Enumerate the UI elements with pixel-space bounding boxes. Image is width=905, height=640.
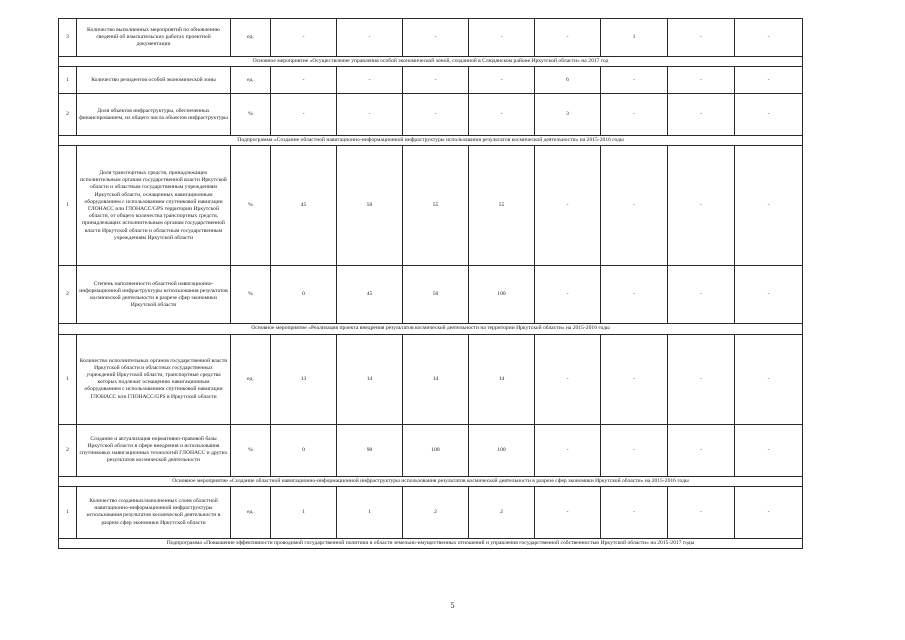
value-cell: 100	[469, 266, 535, 324]
row-number-cell: 2	[59, 266, 77, 324]
section-header-row	[59, 538, 803, 548]
table-row	[59, 424, 803, 476]
value-cell: 14	[469, 334, 535, 424]
row-number-cell: 1	[59, 486, 77, 538]
section-header-text: Основное мероприятие «Реализация проекта внедрения результатов космической деятельности на территории Иркутской области» на 2015-2016 годы	[59, 324, 803, 334]
indicator-name-cell: Доля транспортных средств, принадлежащих исполнительным органам государственной власти Иркутской области и областным государственным учреждениям Иркутской области, оснащенных навигационным оборудованием с использованием спутниковой навигации ГЛОНАСС или ГЛОНАСС/GPS территории Иркутской области, от общего количества транспортных средств, принадлежащих исполнительным органам государственной власти Иркутской области и областным государственным учреждениям Иркутской области	[77, 146, 231, 266]
unit-cell: %	[231, 424, 271, 476]
value-cell: -	[668, 19, 735, 57]
value-cell: 45	[271, 146, 337, 266]
value-cell: 100	[403, 424, 469, 476]
row-number-cell: 1	[59, 146, 77, 266]
unit-cell: ед.	[231, 19, 271, 57]
unit-cell: ед.	[231, 334, 271, 424]
value-cell: -	[601, 334, 668, 424]
value-cell: -	[668, 67, 735, 94]
page-number: 5	[450, 601, 455, 610]
row-number-cell: 1	[59, 67, 77, 94]
unit-cell: %	[231, 266, 271, 324]
value-cell: -	[601, 486, 668, 538]
value-cell: -	[668, 486, 735, 538]
value-cell: -	[601, 146, 668, 266]
section-header-text: Основное мероприятие «Создание областной навигационно-информационной инфраструктуры использования результатов космической деятельности в разрезе сфер экономики Иркутской области» на 2015-2016 годы	[59, 476, 803, 486]
value-cell: -	[735, 334, 803, 424]
value-cell: -	[735, 67, 803, 94]
indicator-name-cell: Количество исполнительных органов государственной власти Иркутской области и областных государственных учреждений Иркутской области, транспортные средства которых подлежат оснащению навигационным оборудованием с использованием спутниковой навигации ГЛОНАСС или ГЛОНАСС/GPS в Иркутской области	[77, 334, 231, 424]
value-cell: 2	[403, 486, 469, 538]
value-cell: 13	[271, 334, 337, 424]
value-cell: 14	[337, 334, 403, 424]
value-cell: -	[535, 424, 601, 476]
value-cell: 1	[601, 19, 668, 57]
value-cell: 0	[271, 266, 337, 324]
row-number-cell: 2	[59, 424, 77, 476]
indicators-table	[58, 18, 803, 549]
value-cell: 45	[337, 266, 403, 324]
value-cell: 2	[469, 486, 535, 538]
value-cell: -	[271, 94, 337, 136]
value-cell: -	[601, 266, 668, 324]
table-row	[59, 146, 803, 266]
value-cell: 0	[271, 424, 337, 476]
table-row	[59, 94, 803, 136]
value-cell: -	[469, 19, 535, 57]
table-row	[59, 67, 803, 94]
value-cell: -	[535, 486, 601, 538]
indicator-name-cell: Количество выполненных мероприятий по обновлению сведений об изыскательских работах проектной документации	[77, 19, 231, 57]
section-header-row	[59, 136, 803, 146]
value-cell: -	[668, 146, 735, 266]
table-body	[59, 19, 803, 549]
table-row	[59, 334, 803, 424]
value-cell: -	[668, 334, 735, 424]
value-cell: -	[735, 424, 803, 476]
value-cell: 50	[403, 266, 469, 324]
value-cell: -	[601, 424, 668, 476]
value-cell: -	[469, 67, 535, 94]
value-cell: 1	[271, 486, 337, 538]
value-cell: -	[668, 94, 735, 136]
value-cell: 55	[403, 146, 469, 266]
value-cell: 6	[535, 67, 601, 94]
unit-cell: %	[231, 146, 271, 266]
section-header-row	[59, 324, 803, 334]
value-cell: -	[668, 424, 735, 476]
value-cell: -	[469, 94, 535, 136]
indicator-name-cell: Степень наполненности областной навигационно-информационной инфраструктуры использования результатов космической деятельности в разрезе сфер экономики Иркутской области	[77, 266, 231, 324]
value-cell: -	[735, 486, 803, 538]
table-row	[59, 266, 803, 324]
value-cell: -	[535, 334, 601, 424]
table-row	[59, 19, 803, 57]
table-row	[59, 486, 803, 538]
value-cell: -	[735, 266, 803, 324]
value-cell: -	[735, 19, 803, 57]
value-cell: -	[601, 67, 668, 94]
section-header-row	[59, 476, 803, 486]
value-cell: -	[535, 266, 601, 324]
value-cell: -	[535, 146, 601, 266]
indicator-name-cell: Доля объектов инфраструктуры, обеспеченных финансированием, из общего числа объектов инфраструктуры	[77, 94, 231, 136]
value-cell: -	[271, 19, 337, 57]
row-number-cell: 2	[59, 94, 77, 136]
value-cell: 100	[469, 424, 535, 476]
unit-cell: ед.	[231, 67, 271, 94]
value-cell: -	[403, 94, 469, 136]
row-number-cell: 3	[59, 19, 77, 57]
value-cell: -	[735, 94, 803, 136]
value-cell: 1	[337, 486, 403, 538]
value-cell: -	[337, 94, 403, 136]
section-header-text: Основное мероприятие «Осуществление управления особой экономической зоной, созданной в Слюдянском районе Иркутской области» на 2017 год	[59, 57, 803, 67]
unit-cell: ед.	[231, 486, 271, 538]
section-header-row	[59, 57, 803, 67]
section-header-text: Подпрограмма «Создание областной навигационно-информационной инфраструктуры использования результатов космической деятельности» на 2015-2016 годы	[59, 136, 803, 146]
unit-cell: %	[231, 94, 271, 136]
value-cell: 55	[469, 146, 535, 266]
value-cell: -	[337, 67, 403, 94]
value-cell: 14	[403, 334, 469, 424]
indicator-name-cell: Количество резидентов особой экономической зоны	[77, 67, 231, 94]
value-cell: -	[735, 146, 803, 266]
indicator-name-cell: Создание и актуализация нормативно-правовой базы Иркутской области в сфере внедрения и использования спутниковых навигационных технологий ГЛОНАСС и других результатов космической деятельности	[77, 424, 231, 476]
section-header-text: Подпрограмма «Повышение эффективности проводимой государственной политики в области земельно-имущественных отношений и управления государственной собственностью Иркутской области» на 2015-2017 годы	[59, 538, 803, 548]
value-cell: -	[601, 94, 668, 136]
indicator-name-cell: Количество созданных/наполненных слоев областной навигационно-информационной инфраструктуры использования результатов космической деятельности в разрезе сфер экономики Иркутской области	[77, 486, 231, 538]
value-cell: -	[403, 67, 469, 94]
value-cell: -	[337, 19, 403, 57]
value-cell: -	[403, 19, 469, 57]
value-cell: 3	[535, 94, 601, 136]
value-cell: 50	[337, 146, 403, 266]
value-cell: -	[271, 67, 337, 94]
row-number-cell: 1	[59, 334, 77, 424]
value-cell: -	[535, 19, 601, 57]
value-cell: 90	[337, 424, 403, 476]
value-cell: -	[668, 266, 735, 324]
